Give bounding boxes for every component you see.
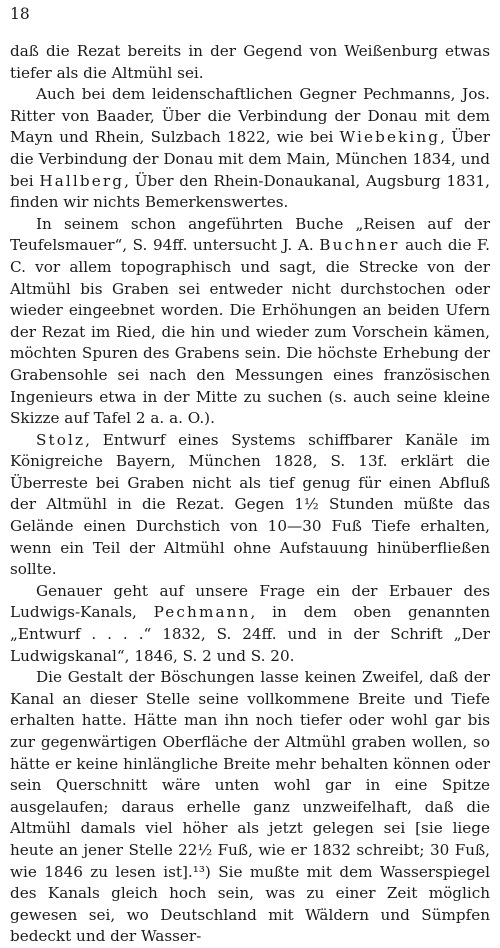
text-run: In seinem schon angeführten Buche „Reisen auf der Teufelsmauer“, S. 94ff. untersucht J. A. xyxy=(10,214,490,255)
paragraph xyxy=(10,84,490,214)
text-run: Die Gestalt der Böschungen lasse keinen Zweifel, daß der Kanal an dieser Stelle seine vollkommene Breite und Tiefe erhalten hatte. Hätte man ihn noch tiefer oder wohl gar bis zur gegenwärtigen Oberfläche der Altmühl graben wollen, so hätte er keine hinlängliche Breite mehr behalten können oder sein Querschnitt wäre unten wohl gar in eine Spitze ausgelaufen; daraus erhelle ganz unzweifelhaft, daß die Altmühl damals viel höher als jetzt gelegen sei [sie liege heute an jener Stelle 22½ Fuß, wie er 1832 schreibt; 30 Fuß, wie 1846 zu lesen ist].¹³) Sie mußte mit dem Wasserspiegel des Kanals gleich hoch sein, was zu einer Zeit möglich gewesen sei, wo Deutschland mit Wäldern und Sümpfen bedeckt und der Wasser- xyxy=(10,668,490,946)
text-run: daß die Rezat bereits in der Gegend von Weißenburg etwas tiefer als die Altmühl sei. xyxy=(10,42,490,82)
spaced-name: Hallberg xyxy=(39,171,125,190)
body-text xyxy=(10,41,490,948)
paragraph xyxy=(10,214,490,430)
paragraph xyxy=(10,667,490,948)
spaced-name: Pechmann xyxy=(153,603,251,622)
text-run: , Entwurf eines Systems schiffbarer Kanäle im Königreiche Bayern, München 1828, S. 13f. erklärt die Überreste bei Graben nicht als tief genug für einen Abfluß der Altmühl in die Rezat. Gegen 1½ Stunden müßte das Gelände einen Durchstich von 10—30 Fuß Tiefe erhalten, wenn ein Teil der Altmühl ohne Aufstauung hinüberfließen sollte. xyxy=(10,430,490,579)
spaced-name: Wiebeking xyxy=(339,128,441,147)
text-run: auch die F. C. vor allem topographisch und sagt, die Strecke von der Altmühl bis Graben sei entweder nicht durchstochen oder wieder eingeebnet worden. Die Erhöhungen an beiden Ufern der Rezat im Ried, die hin und wieder zum Vorschein kämen, möchten Spuren des Grabens sein. Die höchste Erhebung der Grabensohle sei nach den Messungen eines französischen Ingenieurs etwa in der Mitte zu suchen (s. auch seine kleine Skizze auf Tafel 2 a. a. O.). xyxy=(10,236,491,428)
paragraph xyxy=(10,41,490,84)
spaced-name: Stolz xyxy=(36,430,86,449)
text-run: Genauer geht auf unsere Frage ein der Erbauer des Ludwigs-Kanals, xyxy=(10,581,490,622)
spaced-name: Buchner xyxy=(319,236,400,255)
page-number: 18 xyxy=(10,5,30,23)
paragraph xyxy=(10,430,490,581)
paragraph xyxy=(10,581,490,667)
text-run: Auch bei dem leidenschaftlichen Gegner Pechmanns, Jos. Ritter von Baader, Über die Verbindung der Donau mit dem Mayn und Rhein, Sulzbach 1822, wie bei xyxy=(10,85,490,147)
text-run: , in dem oben genannten „Entwurf . . . .“ 1832, S. 24ff. und in der Schrift „Der Ludwigskanal“, 1846, S. 2 und S. 20. xyxy=(10,603,490,665)
text-run: , Über die Verbindung der Donau mit dem Main, München 1834, und bei xyxy=(10,128,490,190)
text-run: , Über den Rhein-Donaukanal, Augsburg 1831, finden wir nichts Bemerkenswertes. xyxy=(10,171,490,212)
